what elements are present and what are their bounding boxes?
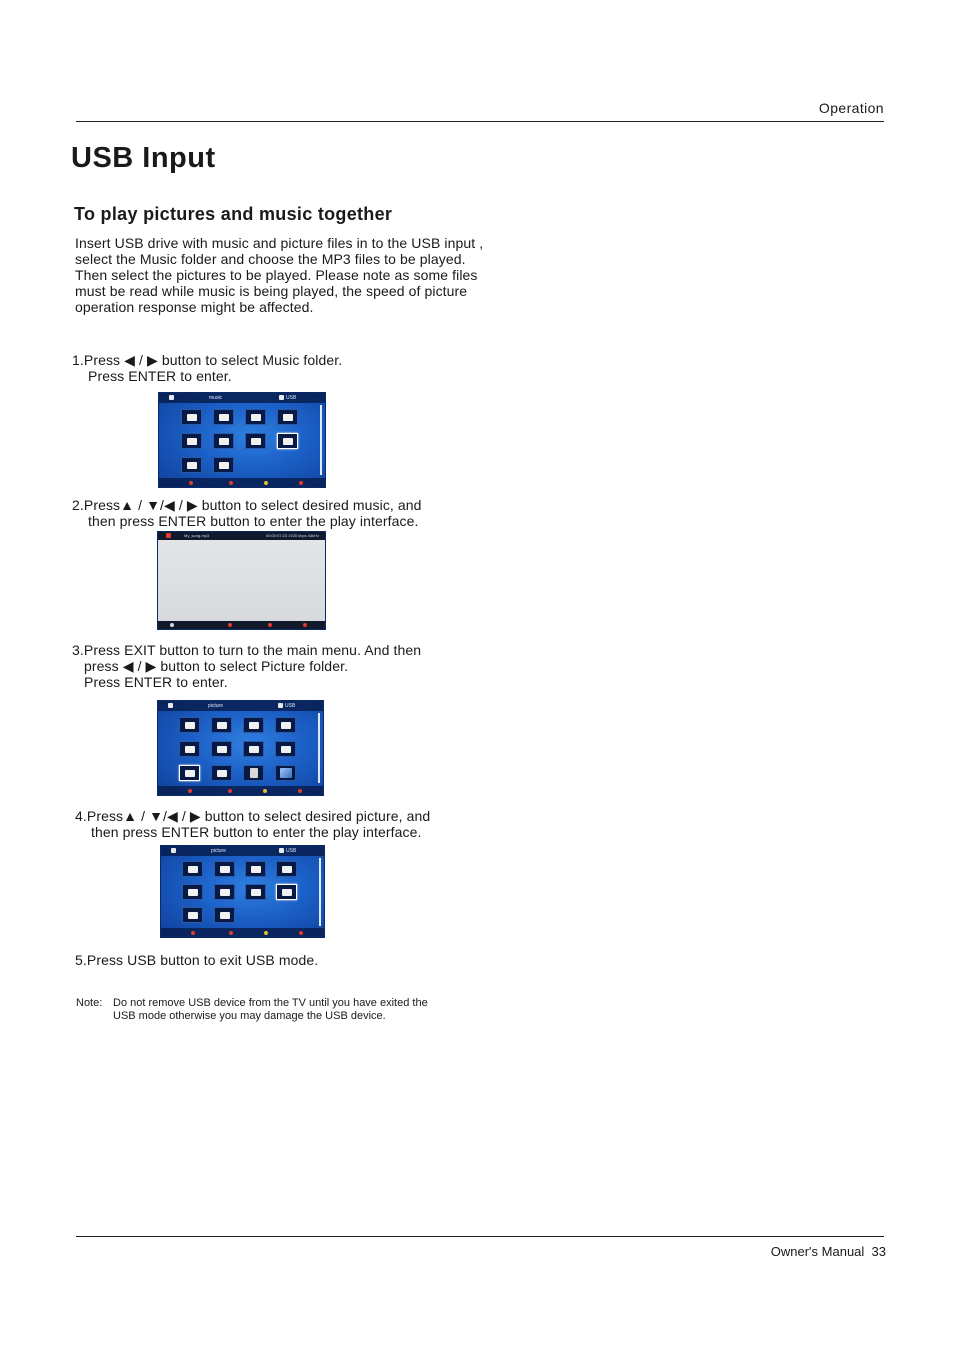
- folder-icon: [181, 457, 202, 473]
- tab-label: music: [209, 395, 223, 401]
- note: [76, 997, 428, 1023]
- button-hint-icon: [264, 481, 268, 485]
- folder-icon: [181, 409, 202, 425]
- play-control-bar: [158, 621, 325, 629]
- folder-icon: [214, 907, 235, 923]
- step-5: 5.Press USB button to exit USB mode.: [75, 952, 319, 968]
- folder-icon: [213, 409, 234, 425]
- scrollbar: [318, 713, 320, 783]
- step-4: [75, 808, 430, 840]
- folder-icon: [245, 884, 266, 900]
- folder-icon: [211, 717, 232, 733]
- tab-label: picture: [208, 703, 224, 709]
- intro-paragraph: Insert USB drive with music and picture files in to the USB input , select the Music folder and choose the MP3 files to be played. Then select the pictures to be played. Please note as some files must be read while music is being played, the speed of picture operation response might be affected.: [75, 235, 484, 315]
- button-hint-icon: [303, 623, 307, 627]
- tab-label: picture: [211, 848, 227, 854]
- step-4-line1: 4.Press▲ / ▼/◀ / ▶ button to select desired picture, and: [75, 808, 431, 824]
- folder-icon: [276, 861, 297, 877]
- folder-icon: [213, 457, 234, 473]
- footer: [771, 1244, 886, 1259]
- note-label: Note:: [76, 997, 103, 1009]
- top-bar: [161, 846, 324, 856]
- folder-icon: [214, 861, 235, 877]
- selected-folder-icon: [179, 765, 200, 781]
- top-bar: [159, 393, 325, 403]
- folder-icon: [179, 717, 200, 733]
- button-hint-icon: [229, 481, 233, 485]
- folder-icon: [243, 741, 264, 757]
- button-hint-icon: [264, 931, 268, 935]
- music-play-screenshot: [157, 531, 326, 630]
- folder-icon: [179, 741, 200, 757]
- device-label: USB: [286, 395, 297, 401]
- selected-folder-icon: [277, 433, 298, 449]
- bottom-bar: [159, 478, 325, 487]
- song-info: 00:00:07:23 1920 kbps 44kHz: [266, 533, 320, 538]
- button-hint-icon: [299, 931, 303, 935]
- folder-icon: [211, 741, 232, 757]
- device-label: USB: [286, 848, 297, 854]
- folder-icon: [182, 907, 203, 923]
- home-icon: [169, 395, 174, 400]
- step-3-line1: 3.Press EXIT button to turn to the main menu. And then: [72, 642, 422, 658]
- section-subtitle: To play pictures and music together: [74, 204, 393, 224]
- home-icon: [168, 703, 173, 708]
- play-icon: [170, 623, 174, 627]
- bottom-bar: [161, 928, 324, 937]
- button-hint-icon: [263, 789, 267, 793]
- home-icon: [171, 848, 176, 853]
- button-hint-icon: [228, 789, 232, 793]
- note-line2: USB mode otherwise you may damage the USB device.: [113, 1010, 386, 1022]
- play-top-bar: [158, 532, 325, 540]
- step-3-line2: press ◀ / ▶ button to select Picture folder.: [84, 658, 349, 674]
- folder-icon: [275, 741, 296, 757]
- note-line1: Do not remove USB device from the TV until you have exited the: [113, 997, 428, 1009]
- button-hint-icon: [191, 931, 195, 935]
- music-folder-screenshot: [158, 392, 326, 488]
- step-2: [72, 497, 422, 529]
- top-bar: [158, 701, 323, 711]
- step-1-line1: 1.Press ◀ / ▶ button to select Music folder.: [72, 352, 343, 368]
- folder-icon: [245, 409, 266, 425]
- step-2-line2: then press ENTER button to enter the play interface.: [88, 513, 419, 529]
- manual-label: Owner's Manual: [770, 1244, 865, 1259]
- button-hint-icon: [298, 789, 302, 793]
- folder-icon: [182, 884, 203, 900]
- button-hint-icon: [229, 931, 233, 935]
- button-hint-icon: [189, 481, 193, 485]
- folder-icon: [243, 717, 264, 733]
- picture-thumbnail-icon: [275, 765, 296, 781]
- folder-icon: [275, 717, 296, 733]
- folder-icon: [245, 433, 266, 449]
- folder-icon: [182, 861, 203, 877]
- step-1: [72, 352, 342, 384]
- button-hint-icon: [268, 623, 272, 627]
- button-hint-icon: [299, 481, 303, 485]
- step-1-line2: Press ENTER to enter.: [88, 368, 232, 384]
- music-note-icon: [166, 533, 171, 538]
- picture-folder-screenshot: [157, 700, 324, 796]
- device-label: USB: [285, 703, 296, 709]
- selected-folder-icon: [276, 884, 297, 900]
- step-2-line1: 2.Press▲ / ▼/◀ / ▶ button to select desired music, and: [72, 497, 422, 513]
- folder-icon: [213, 433, 234, 449]
- folder-icon: [214, 884, 235, 900]
- button-hint-icon: [228, 623, 232, 627]
- button-hint-icon: [188, 789, 192, 793]
- step-3-line3: Press ENTER to enter.: [84, 674, 228, 690]
- folder-icon: [245, 861, 266, 877]
- song-name: My_song.mp3: [184, 533, 210, 538]
- scrollbar: [320, 405, 322, 475]
- folder-icon: [211, 765, 232, 781]
- usb-icon: [279, 848, 284, 853]
- header-rule: [76, 121, 884, 122]
- step-4-line2: then press ENTER button to enter the play interface.: [91, 824, 422, 840]
- bottom-bar: [158, 786, 323, 795]
- section-label: Operation: [818, 100, 884, 116]
- folder-icon: [181, 433, 202, 449]
- usb-icon: [279, 395, 284, 400]
- usb-icon: [278, 703, 283, 708]
- page-number: 33: [871, 1244, 886, 1259]
- scrollbar: [319, 858, 321, 926]
- file-icon: [243, 765, 264, 781]
- page-title: USB Input: [71, 142, 216, 174]
- footer-rule: [76, 1236, 884, 1237]
- folder-icon: [277, 409, 298, 425]
- picture-select-screenshot: [160, 845, 325, 938]
- step-3: [72, 642, 421, 690]
